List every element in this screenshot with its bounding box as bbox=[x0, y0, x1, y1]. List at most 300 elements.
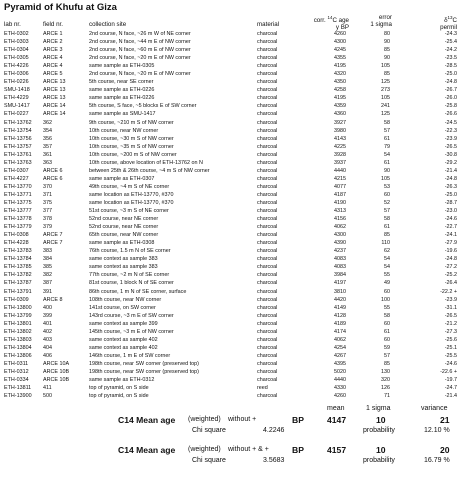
cell-error-sigma: 80 bbox=[384, 31, 390, 37]
cell-delta13c: -21.4 bbox=[444, 393, 457, 400]
cell-material: charcoal bbox=[257, 224, 278, 231]
cell-delta13c: -26.0 bbox=[444, 95, 457, 102]
header-field-nr bbox=[43, 21, 63, 28]
cell-corrected-age: 4187 bbox=[334, 191, 346, 198]
table-row bbox=[0, 279, 464, 287]
cell-lab-number: ETH-4228 bbox=[4, 240, 29, 247]
mean-age-label-2: C14 Mean age bbox=[118, 445, 176, 455]
cell-material: charcoal bbox=[257, 63, 278, 70]
cell-collection-site: 81st course, 1 block N of SE corner bbox=[89, 280, 174, 287]
cell-collection-site: 5th course, near SE corner bbox=[89, 79, 154, 86]
cell-collection-site: 86th course, 1 m N of SE corner, surface bbox=[89, 288, 187, 295]
cell-delta13c: -22.2 + bbox=[440, 288, 457, 295]
chi-square-value-2: 3.5683 bbox=[263, 457, 285, 464]
cell-collection-site: 198th course, near SW corner (preserved top) bbox=[89, 368, 199, 375]
cell-field-number: ARCE 5 bbox=[43, 71, 63, 78]
cell-corrected-age: 4395 bbox=[334, 360, 346, 367]
cell-lab-number: ETH-13785 bbox=[4, 264, 32, 271]
cell-material: charcoal bbox=[257, 232, 278, 239]
cell-corrected-age: 4245 bbox=[334, 47, 346, 54]
cell-material: charcoal bbox=[257, 280, 278, 287]
cell-corrected-age: 4156 bbox=[334, 216, 346, 223]
cell-corrected-age: 4390 bbox=[334, 240, 346, 247]
cell-field-number: 382 bbox=[43, 272, 52, 279]
cell-collection-site: same sample as ETH-0307 bbox=[89, 175, 155, 182]
cell-lab-number: ETH-13791 bbox=[4, 288, 32, 295]
cell-lab-number: SMU-1418 bbox=[4, 87, 30, 94]
header-d13c-unit: permil bbox=[440, 24, 457, 32]
cell-lab-number: ETH-0227 bbox=[4, 111, 29, 118]
cell-corrected-age: 4195 bbox=[334, 63, 346, 70]
cell-delta13c: -26.4 bbox=[444, 280, 457, 287]
table-row bbox=[0, 94, 464, 102]
cell-lab-number: ETH-13799 bbox=[4, 312, 32, 319]
cell-delta13c: -25.0 bbox=[444, 71, 457, 78]
cell-lab-number: ETH-13802 bbox=[4, 328, 32, 335]
cell-material: charcoal bbox=[257, 240, 278, 247]
cell-field-number: 356 bbox=[43, 135, 52, 142]
cell-field-number: 387 bbox=[43, 280, 52, 287]
cell-lab-number: ETH-0226 bbox=[4, 79, 29, 86]
cell-error-sigma: 62 bbox=[384, 248, 390, 255]
cell-field-number: 399 bbox=[43, 312, 52, 319]
cell-lab-number: ETH-13770 bbox=[4, 183, 32, 190]
header-collection-site-text: collection site bbox=[89, 21, 127, 28]
cell-error-sigma: 90 bbox=[384, 39, 390, 46]
cell-collection-site: 10th course, above location of ETH-13762 on N bbox=[89, 159, 203, 166]
cell-material: charcoal bbox=[257, 352, 278, 359]
cell-corrected-age: 3937 bbox=[334, 159, 346, 166]
cell-error-sigma: 52 bbox=[384, 199, 390, 206]
cell-error-sigma: 49 bbox=[384, 280, 390, 287]
cell-field-number: ARCE 6 bbox=[43, 175, 63, 182]
header-corr-age bbox=[305, 14, 349, 31]
cell-material: charcoal bbox=[257, 368, 278, 375]
cell-collection-site: top of pyramid, on S side bbox=[89, 385, 149, 392]
header-d13c-c: C bbox=[452, 17, 457, 25]
cell-corrected-age: 4330 bbox=[334, 385, 346, 392]
cell-material: charcoal bbox=[257, 288, 278, 295]
cell-error-sigma: 54 bbox=[384, 151, 390, 158]
header-corr-age-b: C age bbox=[332, 17, 349, 25]
header-collection-site bbox=[89, 21, 126, 28]
cell-lab-number: ETH-0305 bbox=[4, 55, 29, 62]
cell-delta13c: -31.1 bbox=[444, 304, 457, 311]
cell-delta13c: -24.7 bbox=[444, 385, 457, 392]
cell-delta13c: -24.8 bbox=[444, 79, 457, 86]
cell-error-sigma: 58 bbox=[384, 119, 390, 126]
table-row bbox=[0, 30, 464, 38]
cell-material: charcoal bbox=[257, 199, 278, 206]
cell-lab-number: ETH-13811 bbox=[4, 385, 32, 392]
cell-collection-site: 51st course, ~3 m S of NE corner bbox=[89, 208, 169, 215]
table-row bbox=[0, 384, 464, 392]
cell-collection-site: 76th course, 1.5 m N of SE corner bbox=[89, 248, 171, 255]
table-row bbox=[0, 151, 464, 159]
header-lab-nr bbox=[4, 21, 21, 28]
table-row bbox=[0, 271, 464, 279]
cell-field-number: 384 bbox=[43, 256, 52, 263]
table-row bbox=[0, 239, 464, 247]
cell-field-number: ARCE 7 bbox=[43, 240, 63, 247]
cell-collection-site: 49th course, ~4 m S of NE corner bbox=[89, 183, 170, 190]
cell-delta13c: -26.3 bbox=[444, 183, 457, 190]
cell-field-number: 361 bbox=[43, 151, 52, 158]
cell-field-number: 363 bbox=[43, 159, 52, 166]
cell-collection-site: 108th course, near NW corner bbox=[89, 296, 162, 303]
mean-age-label-1: C14 Mean age bbox=[118, 415, 176, 425]
cell-field-number: ARCE 4 bbox=[43, 55, 63, 62]
cell-material: charcoal bbox=[257, 256, 278, 263]
cell-collection-site: 198th course, near SW corner (preserved top) bbox=[89, 360, 199, 367]
cell-corrected-age: 4300 bbox=[334, 39, 346, 46]
mean-age-weighted-1: (weighted) bbox=[188, 416, 221, 423]
cell-lab-number: ETH-13763 bbox=[4, 159, 32, 166]
cell-field-number: ARCE 8 bbox=[43, 296, 63, 303]
cell-field-number: ARCE 14 bbox=[43, 111, 66, 118]
cell-material: charcoal bbox=[257, 304, 278, 311]
cell-corrected-age: 4355 bbox=[334, 55, 346, 62]
cell-field-number: 378 bbox=[43, 216, 52, 223]
cell-field-number: 406 bbox=[43, 352, 52, 359]
cell-material: charcoal bbox=[257, 175, 278, 182]
probability-value-2: 16.79 % bbox=[424, 457, 450, 464]
cell-field-number: 375 bbox=[43, 199, 52, 206]
cell-corrected-age: 4440 bbox=[334, 377, 346, 384]
cell-collection-site: same context as sample 402 bbox=[89, 336, 158, 343]
cell-corrected-age: 4197 bbox=[334, 280, 346, 287]
cell-delta13c: -22.3 bbox=[444, 127, 457, 134]
cell-field-number: 377 bbox=[43, 208, 52, 215]
cell-material: charcoal bbox=[257, 360, 278, 367]
summary-col-variance: variance bbox=[421, 405, 448, 412]
chi-square-label-2: Chi square bbox=[192, 457, 226, 464]
cell-error-sigma: 126 bbox=[381, 385, 390, 392]
cell-lab-number: ETH-0307 bbox=[4, 167, 29, 174]
cell-material: charcoal bbox=[257, 320, 278, 327]
cell-field-number: ARCE 3 bbox=[43, 47, 63, 54]
cell-error-sigma: 90 bbox=[384, 167, 390, 174]
cell-error-sigma: 100 bbox=[381, 296, 390, 303]
cell-error-sigma: 55 bbox=[384, 304, 390, 311]
cell-corrected-age: 4360 bbox=[334, 111, 346, 118]
cell-corrected-age: 3984 bbox=[334, 272, 346, 279]
cell-error-sigma: 130 bbox=[381, 368, 390, 375]
cell-error-sigma: 57 bbox=[384, 208, 390, 215]
cell-delta13c: -24.5 bbox=[444, 119, 457, 126]
cell-material: charcoal bbox=[257, 344, 278, 351]
mean-age-sigma-2: 10 bbox=[376, 445, 386, 455]
cell-corrected-age: 4189 bbox=[334, 320, 346, 327]
cell-field-number: 362 bbox=[43, 119, 52, 126]
cell-lab-number: ETH-13804 bbox=[4, 344, 32, 351]
cell-material: charcoal bbox=[257, 208, 278, 215]
table-row bbox=[0, 344, 464, 352]
cell-collection-site: same context as sample 402 bbox=[89, 344, 158, 351]
cell-delta13c: -24.3 bbox=[444, 31, 457, 37]
table-row bbox=[0, 247, 464, 255]
cell-collection-site: same sample as SMU-1417 bbox=[89, 111, 156, 118]
table-row bbox=[0, 175, 464, 183]
cell-lab-number: ETH-13756 bbox=[4, 135, 32, 142]
cell-material: charcoal bbox=[257, 55, 278, 62]
summary-col-sigma: 1 sigma bbox=[366, 405, 391, 412]
cell-corrected-age: 4062 bbox=[334, 336, 346, 343]
cell-error-sigma: 85 bbox=[384, 232, 390, 239]
cell-field-number: ARCE 7 bbox=[43, 232, 63, 239]
cell-lab-number: ETH-13782 bbox=[4, 272, 32, 279]
cell-collection-site: 9th course, ~210 m S of NW corner bbox=[89, 119, 174, 126]
cell-collection-site: 2nd course, N face, ~20 m E of NW corner bbox=[89, 55, 191, 62]
cell-corrected-age: 4260 bbox=[334, 31, 346, 37]
mean-age-unit-2: BP bbox=[292, 445, 304, 455]
cell-corrected-age: 4077 bbox=[334, 183, 346, 190]
cell-material: charcoal bbox=[257, 248, 278, 255]
cell-field-number: 371 bbox=[43, 191, 52, 198]
cell-error-sigma: 85 bbox=[384, 360, 390, 367]
table-row bbox=[0, 328, 464, 336]
table-row bbox=[0, 62, 464, 70]
cell-corrected-age: 4350 bbox=[334, 79, 346, 86]
cell-error-sigma: 61 bbox=[384, 135, 390, 142]
cell-delta13c: -27.9 bbox=[444, 240, 457, 247]
cell-lab-number: ETH-13783 bbox=[4, 248, 32, 255]
mean-age-condition-1: without + bbox=[228, 416, 257, 423]
cell-error-sigma: 57 bbox=[384, 127, 390, 134]
cell-material: charcoal bbox=[257, 87, 278, 94]
cell-material: charcoal bbox=[257, 393, 278, 400]
table-row bbox=[0, 336, 464, 344]
cell-collection-site: same sample as ETH-0226 bbox=[89, 95, 155, 102]
cell-error-sigma: 105 bbox=[381, 95, 390, 102]
cell-material: charcoal bbox=[257, 119, 278, 126]
cell-field-number: 400 bbox=[43, 304, 52, 311]
mean-age-sigma-1: 10 bbox=[376, 415, 386, 425]
cell-material: charcoal bbox=[257, 79, 278, 86]
cell-delta13c: -24.6 bbox=[444, 216, 457, 223]
cell-field-number: ARCE 14 bbox=[43, 103, 66, 110]
cell-error-sigma: 105 bbox=[381, 175, 390, 182]
cell-delta13c: -25.4 bbox=[444, 39, 457, 46]
table-row bbox=[0, 263, 464, 271]
cell-delta13c: -23.5 bbox=[444, 55, 457, 62]
cell-delta13c: -23.0 bbox=[444, 208, 457, 215]
cell-field-number: ARCE 10B bbox=[43, 368, 70, 375]
table-row bbox=[0, 159, 464, 167]
table-row bbox=[0, 392, 464, 400]
cell-collection-site: 10th course, ~35 m S of NW corner bbox=[89, 143, 174, 150]
probability-label-2: probability bbox=[363, 457, 395, 464]
table-row bbox=[0, 376, 464, 384]
cell-collection-site: same sample as ETH-0226 bbox=[89, 87, 155, 94]
cell-field-number: 401 bbox=[43, 320, 52, 327]
cell-delta13c: -26.5 bbox=[444, 143, 457, 150]
cell-material: charcoal bbox=[257, 111, 278, 118]
chi-square-label-1: Chi square bbox=[192, 427, 226, 434]
cell-material: charcoal bbox=[257, 71, 278, 78]
cell-field-number: 411 bbox=[43, 385, 52, 392]
cell-error-sigma: 90 bbox=[384, 55, 390, 62]
cell-delta13c: -24.8 bbox=[444, 175, 457, 182]
table-row bbox=[0, 102, 464, 110]
cell-corrected-age: 4225 bbox=[334, 143, 346, 150]
page-title: Pyramid of Khufu at Giza bbox=[4, 2, 117, 13]
cell-material: charcoal bbox=[257, 312, 278, 319]
header-corr-age-sup: 14 bbox=[327, 15, 333, 20]
table-row bbox=[0, 360, 464, 368]
header-corr-age-a: corr. bbox=[313, 17, 328, 25]
table-row bbox=[0, 167, 464, 175]
table-row bbox=[0, 304, 464, 312]
header-d13c bbox=[425, 14, 457, 31]
table-row bbox=[0, 191, 464, 199]
cell-collection-site: 10th course, ~200 m S of NW corner bbox=[89, 151, 177, 158]
cell-lab-number: ETH-13762 bbox=[4, 119, 32, 126]
cell-error-sigma: 110 bbox=[381, 240, 390, 247]
cell-delta13c: -24.6 bbox=[444, 360, 457, 367]
cell-material: charcoal bbox=[257, 39, 278, 46]
cell-field-number: 385 bbox=[43, 264, 52, 271]
cell-lab-number: ETH-13761 bbox=[4, 151, 32, 158]
cell-error-sigma: 61 bbox=[384, 159, 390, 166]
header-lab-nr-text: lab nr. bbox=[4, 21, 21, 28]
cell-collection-site: 145th course, ~3 m E of NW corner bbox=[89, 328, 174, 335]
cell-field-number: 403 bbox=[43, 336, 52, 343]
cell-delta13c: -22.6 + bbox=[440, 368, 457, 375]
cell-error-sigma: 79 bbox=[384, 143, 390, 150]
cell-collection-site: same context as sample 383 bbox=[89, 256, 158, 263]
table-row bbox=[0, 70, 464, 78]
cell-delta13c: -23.9 bbox=[444, 135, 457, 142]
cell-collection-site: top of pyramid, on S side bbox=[89, 393, 149, 400]
cell-material: charcoal bbox=[257, 47, 278, 54]
cell-lab-number: ETH-4226 bbox=[4, 63, 29, 70]
cell-collection-site: same sample as ETH-0308 bbox=[89, 240, 155, 247]
cell-error-sigma: 55 bbox=[384, 272, 390, 279]
header-d13c-delta: δ bbox=[444, 17, 448, 25]
table-row bbox=[0, 110, 464, 118]
cell-lab-number: ETH-0303 bbox=[4, 39, 29, 46]
mean-age-value-2: 4157 bbox=[327, 445, 347, 455]
cell-error-sigma: 59 bbox=[384, 344, 390, 351]
cell-material: charcoal bbox=[257, 103, 278, 110]
mean-age-condition-2: without + & + bbox=[228, 446, 269, 453]
cell-collection-site: same context as sample 399 bbox=[89, 320, 158, 327]
cell-collection-site: between 25th & 26th course, ~4 m S of NW corner bbox=[89, 167, 210, 174]
cell-lab-number: ETH-13787 bbox=[4, 280, 32, 287]
cell-material: reed bbox=[257, 385, 268, 392]
cell-lab-number: ETH-13779 bbox=[4, 224, 32, 231]
cell-field-number: 357 bbox=[43, 143, 52, 150]
cell-material: charcoal bbox=[257, 216, 278, 223]
table-row bbox=[0, 352, 464, 360]
table-row bbox=[0, 255, 464, 263]
cell-lab-number: ETH-13778 bbox=[4, 216, 32, 223]
cell-field-number: 404 bbox=[43, 344, 52, 351]
cell-lab-number: ETH-0334 bbox=[4, 377, 29, 384]
cell-material: charcoal bbox=[257, 159, 278, 166]
cell-error-sigma: 61 bbox=[384, 328, 390, 335]
cell-error-sigma: 125 bbox=[381, 111, 390, 118]
cell-lab-number: ETH-13771 bbox=[4, 191, 32, 198]
header-material-text: material bbox=[257, 21, 280, 28]
cell-error-sigma: 60 bbox=[384, 191, 390, 198]
table-row bbox=[0, 78, 464, 86]
table-row bbox=[0, 199, 464, 207]
cell-delta13c: -28.7 bbox=[444, 199, 457, 206]
cell-material: charcoal bbox=[257, 151, 278, 158]
cell-error-sigma: 58 bbox=[384, 216, 390, 223]
table-row bbox=[0, 46, 464, 54]
table-row bbox=[0, 127, 464, 135]
cell-delta13c: -25.1 bbox=[444, 344, 457, 351]
mean-age-value-1: 4147 bbox=[327, 415, 347, 425]
mean-age-variance-2: 20 bbox=[440, 445, 450, 455]
mean-age-variance-1: 21 bbox=[440, 415, 450, 425]
cell-material: charcoal bbox=[257, 328, 278, 335]
cell-error-sigma: 60 bbox=[384, 320, 390, 327]
cell-error-sigma: 125 bbox=[381, 79, 390, 86]
cell-collection-site: 143rd course, ~3 m E of SW corner bbox=[89, 312, 174, 319]
cell-collection-site: 5th course, S face, ~5 blocks E of SW corner bbox=[89, 103, 197, 110]
cell-error-sigma: 320 bbox=[381, 377, 390, 384]
cell-field-number: 383 bbox=[43, 248, 52, 255]
cell-collection-site: 10th course, ~30 m S of NW corner bbox=[89, 135, 174, 142]
cell-lab-number: ETH-0308 bbox=[4, 232, 29, 239]
cell-delta13c: -24.2 bbox=[444, 47, 457, 54]
cell-collection-site: same sample as ETH-0305 bbox=[89, 63, 155, 70]
table-row bbox=[0, 312, 464, 320]
cell-corrected-age: 3927 bbox=[334, 119, 346, 126]
header-corr-age-unit: y BP bbox=[335, 24, 349, 32]
cell-corrected-age: 4254 bbox=[334, 344, 346, 351]
summary-col-mean: mean bbox=[327, 405, 345, 412]
cell-lab-number: ETH-13800 bbox=[4, 304, 32, 311]
cell-delta13c: -25.8 bbox=[444, 103, 457, 110]
table-row bbox=[0, 296, 464, 304]
cell-material: charcoal bbox=[257, 143, 278, 150]
table-row bbox=[0, 119, 464, 127]
cell-field-number: ARCE 2 bbox=[43, 39, 63, 46]
cell-delta13c: -19.7 bbox=[444, 377, 457, 384]
cell-material: charcoal bbox=[257, 167, 278, 174]
cell-material: charcoal bbox=[257, 336, 278, 343]
header-field-nr-text: field nr. bbox=[43, 21, 63, 28]
table-row bbox=[0, 135, 464, 143]
cell-collection-site: 77th course, ~2 m N of SE corner bbox=[89, 272, 170, 279]
cell-field-number: ARCE 10B bbox=[43, 377, 70, 384]
cell-lab-number: ETH-0302 bbox=[4, 31, 29, 37]
chi-square-value-1: 4.2246 bbox=[263, 427, 285, 434]
cell-error-sigma: 105 bbox=[381, 63, 390, 70]
cell-corrected-age: 3810 bbox=[334, 288, 346, 295]
cell-corrected-age: 4260 bbox=[334, 393, 346, 400]
cell-lab-number: ETH-0309 bbox=[4, 296, 29, 303]
table-row bbox=[0, 215, 464, 223]
table-row bbox=[0, 223, 464, 231]
cell-field-number: ARCE 1 bbox=[43, 31, 63, 37]
cell-delta13c: -26.7 bbox=[444, 87, 457, 94]
cell-corrected-age: 4359 bbox=[334, 103, 346, 110]
cell-delta13c: -27.2 bbox=[444, 264, 457, 271]
cell-corrected-age: 4320 bbox=[334, 71, 346, 78]
table-row bbox=[0, 288, 464, 296]
cell-material: charcoal bbox=[257, 191, 278, 198]
cell-error-sigma: 54 bbox=[384, 264, 390, 271]
cell-material: charcoal bbox=[257, 296, 278, 303]
cell-corrected-age: 4313 bbox=[334, 208, 346, 215]
cell-field-number: ARCE 13 bbox=[43, 79, 66, 86]
